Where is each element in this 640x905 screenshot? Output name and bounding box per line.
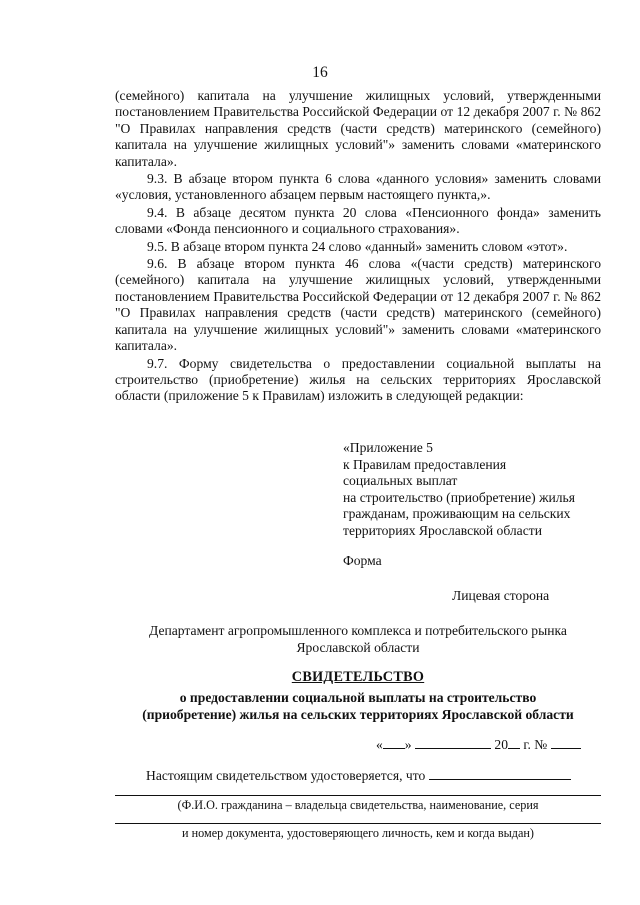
certificate-title: СВИДЕТЕЛЬСТВО <box>291 669 425 685</box>
form-label: Форма <box>343 553 382 568</box>
number-label: г. № <box>523 737 548 752</box>
department-line: Департамент агропромышленного комплекса и потребительского рынка <box>149 623 567 638</box>
certify-text: Настоящим свидетельством удостоверяется, что <box>146 768 426 783</box>
open-quote: « <box>376 737 383 752</box>
subtitle-line: (приобретение) жилья на сельских территориях Ярославской области <box>142 707 574 722</box>
appendix-line: территориях Ярославской области <box>343 522 542 538</box>
paragraph: (семейного) капитала на улучшение жилищных условий, утвержденными постановлением Правительства Российской Федерации от 12 декабря 2007 г. № 862 "О Правилах направления средств (части средств) материнского (семейного) капитала на улучшение жилищных условий"» заменить словами «материнского капитала». <box>115 88 601 169</box>
department-name <box>115 622 601 656</box>
appendix-line: «Приложение 5 <box>343 440 433 455</box>
paragraph: 9.7. Форму свидетельства о предоставлении социальной выплаты на строительство (приобретение) жилья на сельских территориях Ярославской области (приложение 5 к Правилам) изложить в следующей редакции: <box>115 355 601 404</box>
day-blank[interactable] <box>383 736 405 749</box>
paragraph: 9.5. В абзаце втором пункта 24 слово «данный» заменить словом «этот». <box>147 238 568 254</box>
certify-blank[interactable] <box>429 767 571 780</box>
year-prefix: 20 <box>494 737 508 752</box>
certificate-subtitle <box>115 689 601 723</box>
appendix-line: гражданам, проживающим на сельских <box>343 506 571 522</box>
page-number: 16 <box>312 64 328 81</box>
appendix-line: к Правилам предоставления <box>343 456 507 472</box>
fill-rule[interactable] <box>115 823 601 824</box>
department-line: Ярославской области <box>296 640 420 655</box>
holder-hint-text: (Ф.И.О. гражданина – владельца свидетельства, наименование, серия <box>177 798 539 812</box>
close-quote: » <box>404 737 412 752</box>
certify-line <box>146 767 601 784</box>
appendix-line: на строительство (приобретение) жилья <box>343 489 575 505</box>
date-number-line <box>376 736 581 753</box>
document-hint-text: и номер документа, удостоверяющего личность, кем и когда выдан) <box>182 826 534 840</box>
month-blank[interactable] <box>415 736 491 749</box>
subtitle-line: о предоставлении социальной выплаты на строительство <box>179 690 537 705</box>
appendix-line: социальных выплат <box>343 473 458 489</box>
body-text <box>115 88 601 406</box>
year-blank[interactable] <box>508 736 520 749</box>
fill-rule[interactable] <box>115 795 601 796</box>
paragraph: 9.4. В абзаце десятом пункта 20 слова «Пенсионного фонда» заменить словами «Фонда пенсионного и социального страхования». <box>115 204 601 237</box>
paragraph: 9.6. В абзаце втором пункта 46 слова «(части средств) материнского (семейного) капитала на улучшение жилищных условий, утвержденными постановлением Правительства Российской Федерации от 12 декабря 2007 г. № 862 "О Правилах направления средств (части средств) материнского (семейного) капитала на улучшение жилищных условий"» заменить словами «материнского капитала». <box>115 256 601 354</box>
face-side-label: Лицевая сторона <box>452 588 550 603</box>
appendix-header <box>343 440 605 540</box>
paragraph: 9.3. В абзаце втором пункта 6 слова «данного условия» заменить словами «условия, установленного абзацем первым настоящего пункта,». <box>115 171 601 203</box>
number-blank[interactable] <box>551 736 581 749</box>
